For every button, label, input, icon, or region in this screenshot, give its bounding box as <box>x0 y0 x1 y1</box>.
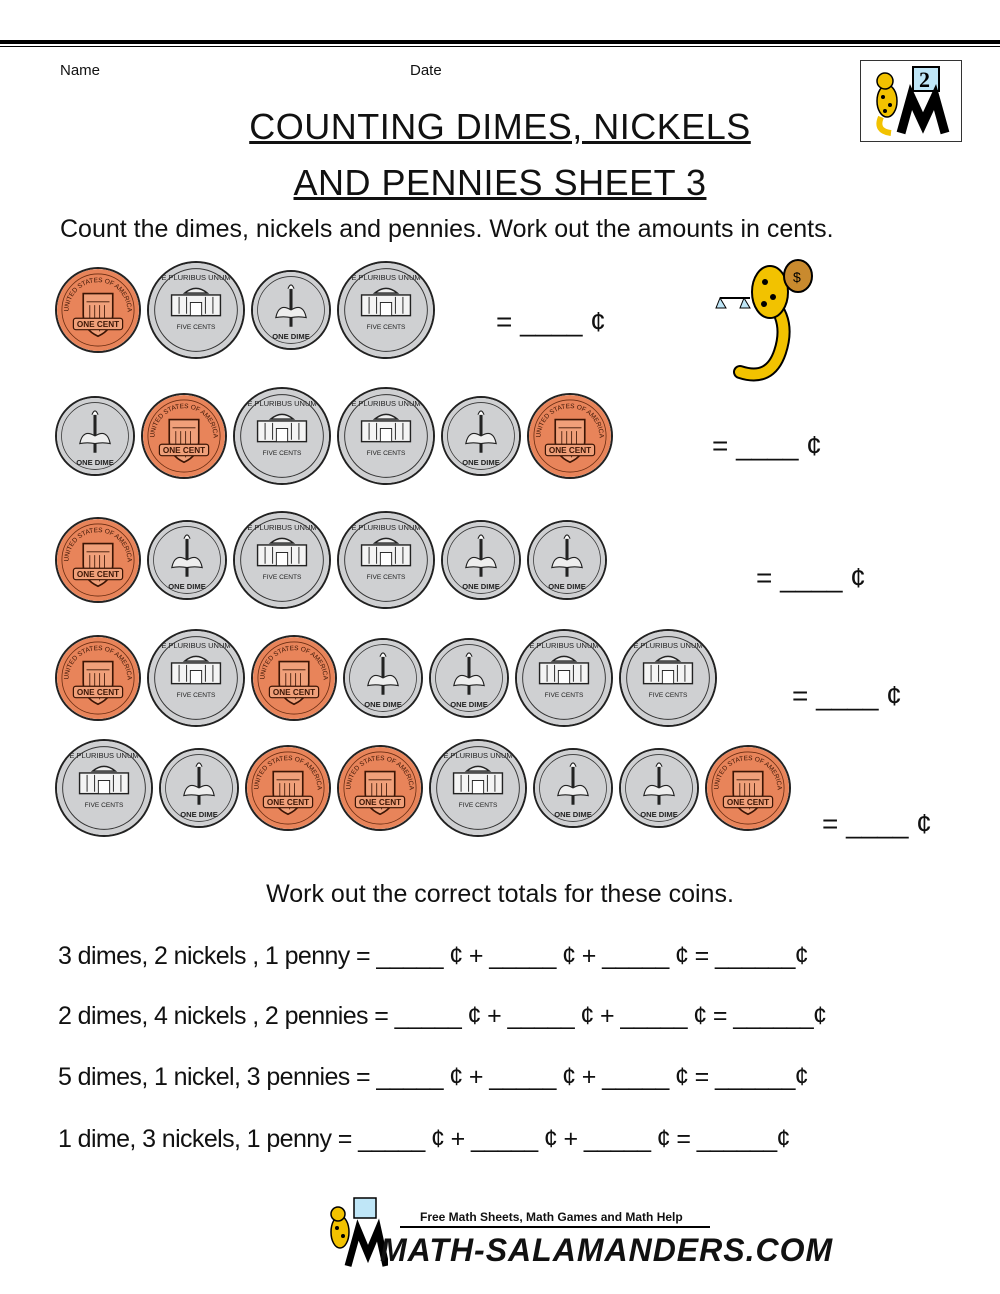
dime-coin-icon <box>441 396 521 476</box>
svg-text:E PLURIBUS UNUM: E PLURIBUS UNUM <box>161 272 231 282</box>
footer-site-link[interactable]: MATH-SALAMANDERS.COM <box>380 1232 834 1268</box>
question-3[interactable]: 5 dimes, 1 nickel, 3 pennies = _____ ¢ + _____ ¢ + _____ ¢ = ______¢ <box>58 1063 809 1091</box>
svg-text:ONE CENT: ONE CENT <box>162 446 206 456</box>
nickel-coin-icon <box>147 261 245 359</box>
svg-text:UNITED STATES OF AMERICA: UNITED STATES OF AMERICA <box>345 755 415 791</box>
top-rule <box>0 40 1000 44</box>
penny-coin-icon <box>705 745 791 831</box>
penny-coin-icon <box>55 635 141 721</box>
svg-text:ONE DIME: ONE DIME <box>548 581 586 591</box>
svg-text:E PLURIBUS UNUM: E PLURIBUS UNUM <box>69 750 139 760</box>
question-2[interactable]: 2 dimes, 4 nickels , 2 pennies = _____ ¢ + _____ ¢ + _____ ¢ = ______¢ <box>58 1002 827 1030</box>
penny-coin-icon <box>245 745 331 831</box>
dime-coin-icon <box>533 748 613 828</box>
svg-text:ONE CENT: ONE CENT <box>548 446 592 456</box>
svg-text:ONE DIME: ONE DIME <box>554 809 592 819</box>
penny-coin-icon <box>527 393 613 479</box>
nickel-coin-icon <box>147 629 245 727</box>
answer-blank-3[interactable]: = ____ ¢ <box>756 562 866 593</box>
svg-text:UNITED STATES OF AMERICA: UNITED STATES OF AMERICA <box>253 755 323 791</box>
dime-coin-icon <box>147 520 227 600</box>
svg-text:ONE DIME: ONE DIME <box>450 699 488 709</box>
svg-text:ONE DIME: ONE DIME <box>364 699 402 709</box>
penny-coin-icon <box>55 517 141 603</box>
svg-text:FIVE CENTS: FIVE CENTS <box>648 691 688 699</box>
svg-text:E PLURIBUS UNUM: E PLURIBUS UNUM <box>351 522 421 532</box>
penny-coin-icon <box>251 635 337 721</box>
svg-text:$: $ <box>793 269 801 285</box>
penny-coin-icon <box>141 393 227 479</box>
svg-text:ONE DIME: ONE DIME <box>462 581 500 591</box>
svg-text:E PLURIBUS UNUM: E PLURIBUS UNUM <box>247 522 317 532</box>
nickel-coin-icon <box>233 387 331 485</box>
top-rule-thin <box>0 46 1000 47</box>
nickel-coin-icon <box>429 739 527 837</box>
svg-text:E PLURIBUS UNUM: E PLURIBUS UNUM <box>161 640 231 650</box>
question-1[interactable]: 3 dimes, 2 nickels , 1 penny = _____ ¢ + _____ ¢ + _____ ¢ = ______¢ <box>58 942 809 970</box>
nickel-coin-icon <box>55 739 153 837</box>
svg-text:E PLURIBUS UNUM: E PLURIBUS UNUM <box>443 750 513 760</box>
svg-text:FIVE CENTS: FIVE CENTS <box>176 691 216 699</box>
nickel-coin-icon <box>233 511 331 609</box>
svg-text:E PLURIBUS UNUM: E PLURIBUS UNUM <box>351 398 421 408</box>
nickel-coin-icon <box>337 387 435 485</box>
svg-text:FIVE CENTS: FIVE CENTS <box>84 801 124 809</box>
svg-text:FIVE CENTS: FIVE CENTS <box>366 323 406 331</box>
penny-coin-icon <box>55 267 141 353</box>
dime-coin-icon <box>159 748 239 828</box>
svg-text:E PLURIBUS UNUM: E PLURIBUS UNUM <box>351 272 421 282</box>
svg-text:UNITED STATES OF AMERICA: UNITED STATES OF AMERICA <box>713 755 783 791</box>
dime-coin-icon <box>429 638 509 718</box>
svg-text:UNITED STATES OF AMERICA: UNITED STATES OF AMERICA <box>63 277 133 313</box>
svg-text:FIVE CENTS: FIVE CENTS <box>262 449 302 457</box>
svg-text:ONE CENT: ONE CENT <box>266 798 310 808</box>
svg-text:FIVE CENTS: FIVE CENTS <box>458 801 498 809</box>
penny-coin-icon <box>337 745 423 831</box>
nickel-coin-icon <box>337 261 435 359</box>
footer-salamander-icon <box>318 1196 388 1270</box>
svg-text:ONE CENT: ONE CENT <box>358 798 402 808</box>
svg-text:ONE CENT: ONE CENT <box>272 688 316 698</box>
dime-coin-icon <box>343 638 423 718</box>
date-label: Date <box>410 62 442 79</box>
svg-text:UNITED STATES OF AMERICA: UNITED STATES OF AMERICA <box>259 645 329 681</box>
svg-text:ONE CENT: ONE CENT <box>76 688 120 698</box>
instructions: Count the dimes, nickels and pennies. Work out the amounts in cents. <box>60 215 834 243</box>
svg-text:ONE DIME: ONE DIME <box>76 457 114 467</box>
answer-blank-4[interactable]: = ____ ¢ <box>792 680 902 711</box>
svg-text:ONE CENT: ONE CENT <box>726 798 770 808</box>
svg-text:FIVE CENTS: FIVE CENTS <box>262 573 302 581</box>
svg-text:E PLURIBUS UNUM: E PLURIBUS UNUM <box>529 640 599 650</box>
svg-text:UNITED STATES OF AMERICA: UNITED STATES OF AMERICA <box>63 527 133 563</box>
svg-text:FIVE CENTS: FIVE CENTS <box>176 323 216 331</box>
svg-text:ONE DIME: ONE DIME <box>168 581 206 591</box>
salamander-moneybag-icon <box>710 242 840 392</box>
svg-text:E PLURIBUS UNUM: E PLURIBUS UNUM <box>247 398 317 408</box>
title-line1: COUNTING DIMES, NICKELS <box>249 106 751 147</box>
svg-text:FIVE CENTS: FIVE CENTS <box>544 691 584 699</box>
answer-blank-2[interactable]: = ____ ¢ <box>712 430 822 461</box>
svg-text:UNITED STATES OF AMERICA: UNITED STATES OF AMERICA <box>535 403 605 439</box>
answer-blank-1[interactable]: = ____ ¢ <box>496 306 606 337</box>
svg-text:FIVE CENTS: FIVE CENTS <box>366 573 406 581</box>
question-4[interactable]: 1 dime, 3 nickels, 1 penny = _____ ¢ + _____ ¢ + _____ ¢ = ______¢ <box>58 1125 790 1153</box>
title-line2: AND PENNIES SHEET 3 <box>293 162 707 203</box>
svg-text:ONE CENT: ONE CENT <box>76 570 120 580</box>
svg-text:FIVE CENTS: FIVE CENTS <box>366 449 406 457</box>
svg-text:ONE DIME: ONE DIME <box>272 331 310 341</box>
grade-number: 2 <box>919 67 930 92</box>
svg-text:UNITED STATES OF AMERICA: UNITED STATES OF AMERICA <box>63 645 133 681</box>
svg-text:UNITED STATES OF AMERICA: UNITED STATES OF AMERICA <box>149 403 219 439</box>
svg-text:E PLURIBUS UNUM: E PLURIBUS UNUM <box>633 640 703 650</box>
nickel-coin-icon <box>337 511 435 609</box>
svg-text:ONE DIME: ONE DIME <box>180 809 218 819</box>
nickel-coin-icon <box>515 629 613 727</box>
dime-coin-icon <box>251 270 331 350</box>
nickel-coin-icon <box>619 629 717 727</box>
name-label: Name <box>60 62 101 79</box>
dime-coin-icon <box>527 520 607 600</box>
answer-blank-5[interactable]: = ____ ¢ <box>822 808 932 839</box>
section2-heading: Work out the correct totals for these coins. <box>266 880 734 908</box>
dime-coin-icon <box>441 520 521 600</box>
svg-text:ONE DIME: ONE DIME <box>462 457 500 467</box>
dime-coin-icon <box>619 748 699 828</box>
svg-text:ONE CENT: ONE CENT <box>76 320 120 330</box>
footer-rule <box>400 1226 710 1228</box>
svg-text:ONE DIME: ONE DIME <box>640 809 678 819</box>
dime-coin-icon <box>55 396 135 476</box>
footer-tagline: Free Math Sheets, Math Games and Math Help <box>420 1210 683 1224</box>
